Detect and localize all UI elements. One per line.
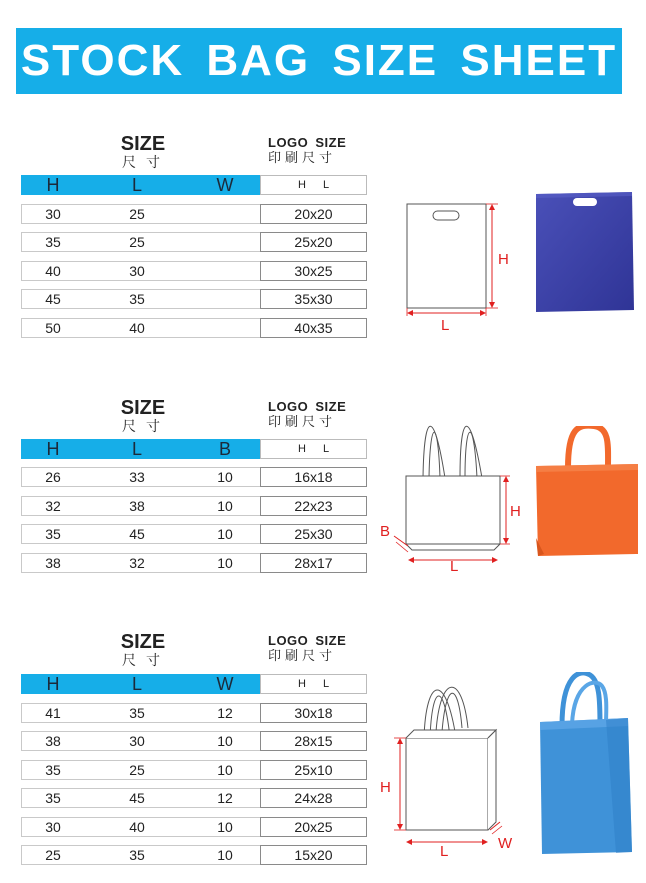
logo-size-label-cn: 印刷尺寸 bbox=[268, 414, 337, 429]
dimension-label-l: L bbox=[450, 558, 459, 574]
tote-bag-dimension-drawing bbox=[376, 410, 526, 574]
table-header-row bbox=[21, 674, 367, 694]
size-label-cn: 尺寸 bbox=[122, 418, 170, 434]
column-header-h: H bbox=[46, 674, 60, 694]
value-w: 10 bbox=[217, 819, 233, 835]
value-l: 30 bbox=[129, 263, 145, 279]
value-h: 41 bbox=[45, 705, 61, 721]
table-row bbox=[21, 289, 367, 309]
value-h: 25 bbox=[45, 847, 61, 863]
size-label-cn: 尺寸 bbox=[122, 154, 170, 170]
value-logo: 30x25 bbox=[260, 261, 367, 281]
logo-column-header: H L bbox=[260, 175, 367, 195]
value-logo: 40x35 bbox=[260, 318, 367, 338]
value-b: 10 bbox=[217, 469, 233, 485]
value-h: 40 bbox=[45, 263, 61, 279]
value-l: 32 bbox=[129, 555, 145, 571]
logo-size-label-cn: 印刷尺寸 bbox=[268, 648, 337, 663]
value-logo: 15x20 bbox=[260, 845, 367, 865]
size-header bbox=[113, 134, 173, 170]
logo-size-header bbox=[268, 136, 360, 166]
table-row bbox=[21, 760, 367, 780]
boxed-tote-dimension-drawing bbox=[378, 672, 524, 862]
value-h: 35 bbox=[45, 526, 61, 542]
tote-bag-photo bbox=[534, 426, 640, 560]
table-header-row bbox=[21, 175, 367, 195]
table-row bbox=[21, 845, 367, 865]
value-w: 12 bbox=[217, 790, 233, 806]
value-l: 25 bbox=[129, 206, 145, 222]
dimension-label-b: B bbox=[380, 523, 391, 540]
value-l: 40 bbox=[129, 320, 145, 336]
size-label: SIZE bbox=[120, 397, 166, 419]
table-row bbox=[21, 318, 367, 338]
value-l: 35 bbox=[129, 847, 145, 863]
value-h: 35 bbox=[45, 790, 61, 806]
table-row bbox=[21, 731, 367, 751]
size-label: SIZE bbox=[120, 631, 166, 653]
column-header-l: L bbox=[131, 674, 142, 694]
value-l: 33 bbox=[129, 469, 145, 485]
value-w: 10 bbox=[217, 762, 233, 778]
page-title: STOCK BAG SIZE SHEET bbox=[16, 28, 622, 94]
table-row bbox=[21, 703, 367, 723]
value-h: 32 bbox=[45, 498, 61, 514]
value-l: 40 bbox=[129, 819, 145, 835]
value-logo: 28x17 bbox=[260, 553, 367, 573]
logo-column-header: H L bbox=[260, 439, 367, 459]
value-logo: 25x30 bbox=[260, 524, 367, 544]
value-logo: 20x20 bbox=[260, 204, 367, 224]
value-h: 30 bbox=[45, 819, 61, 835]
column-header-w: W bbox=[216, 175, 234, 195]
value-logo: 22x23 bbox=[260, 496, 367, 516]
value-h: 38 bbox=[45, 555, 61, 571]
value-b: 10 bbox=[217, 526, 233, 542]
flat-bag-dimension-drawing bbox=[396, 196, 522, 336]
value-l: 35 bbox=[129, 705, 145, 721]
value-logo: 28x15 bbox=[260, 731, 367, 751]
flat-bag-photo bbox=[532, 190, 638, 316]
table-row bbox=[21, 204, 367, 224]
value-h: 35 bbox=[45, 762, 61, 778]
dimension-label-w: W bbox=[498, 835, 513, 852]
logo-size-label: LOGO SIZE bbox=[268, 135, 347, 150]
column-header-l: L bbox=[131, 439, 142, 459]
logo-column-header: H L bbox=[260, 674, 367, 694]
value-l: 25 bbox=[129, 234, 145, 250]
column-header-w: W bbox=[216, 674, 234, 694]
logo-size-label-cn: 印刷尺寸 bbox=[268, 150, 337, 165]
value-l: 35 bbox=[129, 291, 145, 307]
dimension-label-h: H bbox=[498, 251, 509, 268]
value-h: 50 bbox=[45, 320, 61, 336]
table-row bbox=[21, 467, 367, 487]
value-logo: 24x28 bbox=[260, 788, 367, 808]
value-logo: 25x20 bbox=[260, 232, 367, 252]
logo-size-label: LOGO SIZE bbox=[268, 399, 347, 414]
table-row bbox=[21, 817, 367, 837]
column-header-h: H bbox=[46, 439, 60, 459]
dimension-label-l: L bbox=[440, 843, 449, 860]
logo-size-header bbox=[268, 634, 360, 664]
value-logo: 25x10 bbox=[260, 760, 367, 780]
size-header bbox=[113, 398, 173, 434]
table-row bbox=[21, 524, 367, 544]
logo-size-label: LOGO SIZE bbox=[268, 633, 347, 648]
value-logo: 35x30 bbox=[260, 289, 367, 309]
value-logo: 30x18 bbox=[260, 703, 367, 723]
dimension-label-h: H bbox=[380, 779, 391, 796]
table-row bbox=[21, 553, 367, 573]
value-w: 10 bbox=[217, 733, 233, 749]
value-w: 10 bbox=[217, 847, 233, 863]
column-header-b: B bbox=[218, 439, 231, 459]
value-l: 30 bbox=[129, 733, 145, 749]
value-h: 45 bbox=[45, 291, 61, 307]
value-w: 12 bbox=[217, 705, 233, 721]
table-header-row bbox=[21, 439, 367, 459]
size-label-cn: 尺寸 bbox=[122, 652, 170, 668]
value-l: 45 bbox=[129, 526, 145, 542]
logo-size-header bbox=[268, 400, 360, 430]
table-row bbox=[21, 261, 367, 281]
dimension-label-l: L bbox=[441, 317, 450, 334]
value-logo: 20x25 bbox=[260, 817, 367, 837]
value-l: 38 bbox=[129, 498, 145, 514]
value-b: 10 bbox=[217, 498, 233, 514]
value-h: 38 bbox=[45, 733, 61, 749]
value-h: 26 bbox=[45, 469, 61, 485]
table-row bbox=[21, 232, 367, 252]
value-h: 30 bbox=[45, 206, 61, 222]
size-label: SIZE bbox=[120, 133, 166, 155]
value-b: 10 bbox=[217, 555, 233, 571]
table-row bbox=[21, 788, 367, 808]
boxed-tote-photo bbox=[536, 672, 636, 856]
column-header-l: L bbox=[131, 175, 142, 195]
table-row bbox=[21, 496, 367, 516]
value-h: 35 bbox=[45, 234, 61, 250]
value-logo: 16x18 bbox=[260, 467, 367, 487]
dimension-label-h: H bbox=[510, 503, 521, 520]
value-l: 25 bbox=[129, 762, 145, 778]
size-header bbox=[113, 632, 173, 668]
value-l: 45 bbox=[129, 790, 145, 806]
column-header-h: H bbox=[46, 175, 60, 195]
